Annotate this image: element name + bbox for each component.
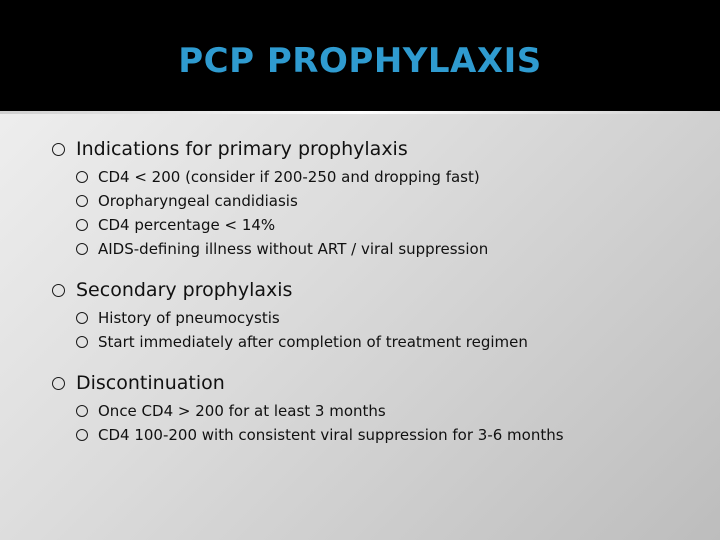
bullet-text: Oropharyngeal candidiasis — [98, 192, 298, 210]
section-discontinuation — [52, 368, 712, 447]
bullet-text: History of pneumocystis — [98, 309, 280, 327]
bullet-level-2 — [76, 306, 712, 330]
title-divider — [0, 111, 720, 114]
circle-outline-icon — [52, 143, 65, 156]
bullet-level-2 — [76, 237, 712, 261]
bullet-level-2 — [76, 399, 712, 423]
circle-outline-icon — [76, 171, 88, 183]
circle-outline-icon — [76, 195, 88, 207]
circle-outline-icon — [76, 243, 88, 255]
bullet-text: Once CD4 > 200 for at least 3 months — [98, 402, 386, 420]
slide-title: PCP PROPHYLAXIS — [178, 41, 542, 81]
circle-outline-icon — [52, 284, 65, 297]
section-heading: Secondary prophylaxis — [76, 279, 293, 301]
bullet-level-2 — [76, 165, 712, 189]
sub-bullet-list — [52, 165, 712, 261]
circle-outline-icon — [76, 219, 88, 231]
bullet-text: CD4 < 200 (consider if 200-250 and dropping fast) — [98, 168, 480, 186]
circle-outline-icon — [76, 312, 88, 324]
bullet-level-1 — [52, 368, 712, 398]
section-primary-prophylaxis — [52, 134, 712, 261]
section-heading: Discontinuation — [76, 372, 225, 394]
bullet-level-2 — [76, 330, 712, 354]
circle-outline-icon — [76, 429, 88, 441]
bullet-level-2 — [76, 423, 712, 447]
section-secondary-prophylaxis — [52, 275, 712, 354]
bullet-list — [52, 134, 712, 447]
bullet-level-2 — [76, 213, 712, 237]
bullet-text: Start immediately after completion of treatment regimen — [98, 333, 528, 351]
section-heading: Indications for primary prophylaxis — [76, 138, 408, 160]
bullet-text: CD4 percentage < 14% — [98, 216, 276, 234]
bullet-text: AIDS-defining illness without ART / viral suppression — [98, 240, 489, 258]
circle-outline-icon — [76, 336, 88, 348]
bullet-level-1 — [52, 275, 712, 305]
bullet-level-2 — [76, 189, 712, 213]
circle-outline-icon — [76, 405, 88, 417]
bullet-text: CD4 100-200 with consistent viral suppression for 3-6 months — [98, 426, 564, 444]
circle-outline-icon — [52, 377, 65, 390]
sub-bullet-list — [52, 399, 712, 447]
bullet-level-1 — [52, 134, 712, 164]
sub-bullet-list — [52, 306, 712, 354]
